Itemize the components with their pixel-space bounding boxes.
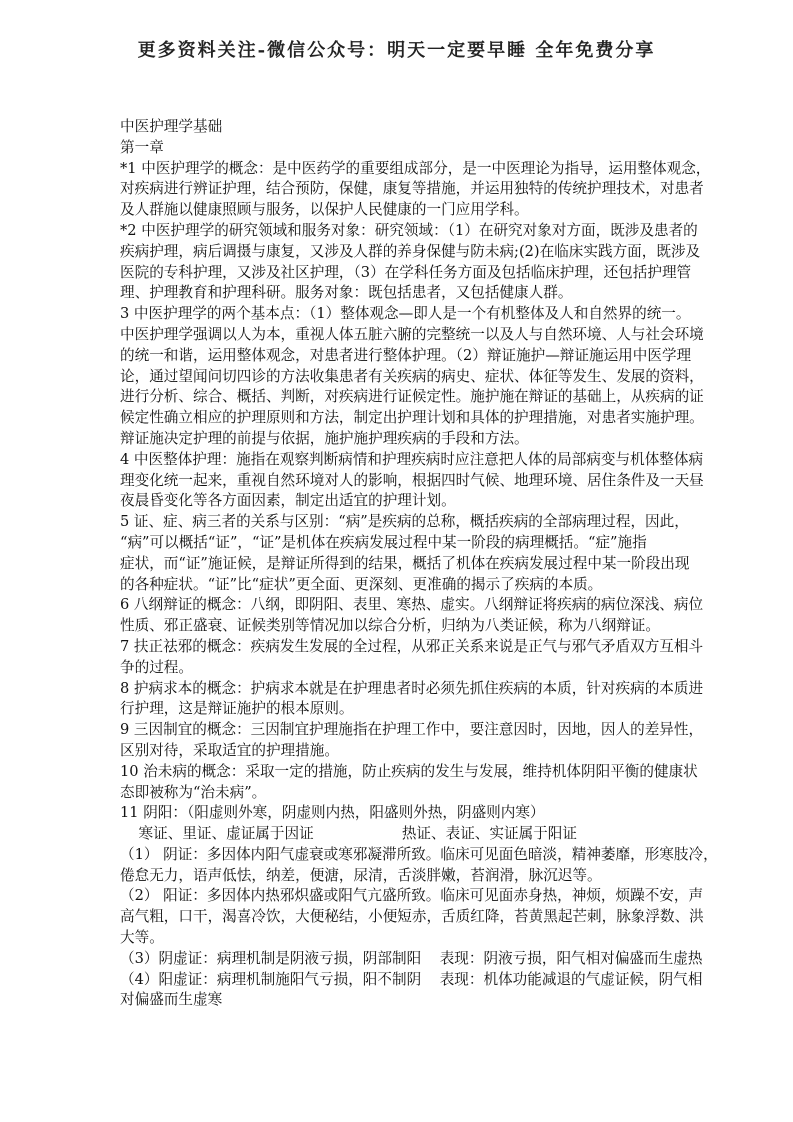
document-title [120,117,690,138]
text-line: 3 中医护理学的两个基本点：（1）整体观念—即人是一个有机整体及人和自然界的统一。 [120,305,691,323]
paragraph [120,949,703,970]
paragraph [120,803,690,824]
text-line: 候定性确立相应的护理原则和方法，制定出护理计划和具体的护理措施，对患者实施护理。 [120,409,704,427]
text-line: 理、护理教育和护理科研。服务对象：既包括患者，又包括健康人群。 [120,284,573,302]
chapter-heading [120,138,690,159]
text-line: 进行分析、综合、概括、判断，对疾病进行证候定性。施护施在辩证的基础上，从疾病的证 [120,388,704,406]
text-line: 及人群施以健康照顾与服务，以保护人民健康的一门应用学科。 [120,201,529,219]
paragraph [120,970,703,1012]
paragraph [120,679,704,721]
paragraph [120,720,704,762]
text-line: 10 治未病的概念：采取一定的措施，防止疾病的发生与发展，维持机体阴阳平衡的健康状 [120,762,698,780]
text-line: （2） 阳证：多因体内热邪炽盛或阳气亢盛所致。临床可见面赤身热，神烦，烦躁不安，声 [120,887,704,905]
text-line: 8 护病求本的概念：护病求本就是在护理患者时必须先抓住疾病的本质，针对疾病的本质进 [120,679,704,697]
text-line: 寒证、里证、虚证属于因证 热证、表证、实证属于阳证 [120,825,577,843]
text-line: 区别对待，采取适宜的护理措施。 [120,741,339,759]
text-line: 态即被称为“治未病”。 [120,783,267,801]
text-line: 高气粗，口干，渴喜冷饮，大便秘结，小便短赤，舌质红降，苔黄黑起芒刺，脉象浮数、洪 [120,908,704,926]
text-line: 辩证施决定护理的前提与依据，施护施护理疾病的手段和方法。 [120,429,529,447]
paragraph [120,450,704,512]
text-line: （4）阳虚证：病理机制施阳气亏损，阳不制阴 表现：机体功能减退的气虚证候，阴气相 [120,970,703,988]
text-line: 夜晨昏变化等各方面因素，制定出适宜的护理计划。 [120,492,456,510]
text-line: （1） 阴证：多因体内阳气虚衰或寒邪凝滞所致。临床可见面色暗淡，精神萎靡，形寒肢冷， [120,845,718,863]
document-body [120,117,718,1011]
paragraph [120,762,698,804]
text-line: 行护理，这是辩证施护的根本原则。 [120,700,354,718]
text-line: 性质、邪正盛衰、证候类别等情况加以综合分析，归纳为八类证候，称为八纲辩证。 [120,617,660,635]
text-line: 第一章 [120,138,164,156]
paragraph [120,824,690,845]
paragraph [120,845,718,887]
paragraph [120,304,704,450]
text-line: 中医护理学基础 [120,118,223,135]
text-line: 9 三因制宜的概念：三因制宜护理施指在护理工作中，要注意因时，因地，因人的差异性， [120,721,704,739]
text-line: 7 扶正祛邪的概念：疾病发生发展的全过程，从邪正关系来说是正气与邪气矛盾双方互相斗 [120,637,704,655]
text-line: *1 中医护理学的概念：是中医药学的重要组成部分，是一中医理论为指导，运用整体观念， [120,159,711,177]
text-line: 倦怠无力，语声低怯，纳差，便溏，尿清，舌淡胖嫩，苔润滑，脉沉迟等。 [120,866,602,884]
text-line: 症状，而“证”施证候，是辩证所得到的结果，概括了机体在疾病发展过程中某一阶段出现 [120,554,690,572]
paragraph [120,595,704,637]
paragraph [120,159,711,221]
paragraph [120,886,704,948]
text-line: 6 八纲辩证的概念：八纲，即阴阳、表里、寒热、虚实。八纲辩证将疾病的病位深浅、病位 [120,596,704,614]
text-line: 大等。 [120,929,164,947]
text-line: 中医护理学强调以人为本，重视人体五脏六腑的完整统一以及人与自然环境、人与社会环境 [120,325,704,343]
text-line: 的各种症状。“证”比“症状”更全面、更深刻、更准确的揭示了疾病的本质。 [120,575,603,593]
paragraph [120,512,690,595]
text-line: 4 中医整体护理：施指在观察判断病情和护理疾病时应注意把人体的局部病变与机体整体病 [120,450,704,468]
text-line: “病”可以概括“证”，“证”是机体在疾病发展过程中某一阶段的病理概括。“症”施指 [120,533,647,551]
text-line: （3）阴虚证：病理机制是阴液亏损，阴部制阳 表现：阴液亏损，阳气相对偏盛而生虚热 [120,949,703,967]
paragraph [120,221,701,304]
text-line: 对疾病进行辨证护理，结合预防，保健，康复等措施，并运用独特的传统护理技术，对患者 [120,180,704,198]
text-line: 11 阴阳：（阳虚则外寒，阴虚则内热，阳盛则外热，阴盛则内寒） [120,804,545,822]
text-line: 论，通过望闻问切四诊的方法收集患者有关疾病的病史、症状、体征等发生、发展的资料， [120,367,704,385]
text-line: 的统一和谐，运用整体观念，对患者进行整体护理。（2）辩证施护—辩证施运用中医学理 [120,346,692,364]
text-line: 5 证、症、病三者的关系与区别：“病”是疾病的总称，概括疾病的全部病理过程，因此， [120,513,689,531]
text-line: 理变化统一起来，重视自然环境对人的影响，根据四时气候、地理环境、居住条件及一天昼 [120,471,704,489]
text-line: 争的过程。 [120,658,193,676]
text-line: *2 中医护理学的研究领域和服务对象：研究领域：（1）在研究对象对方面，既涉及患者的 [120,221,698,239]
watermark-header: 更多资料关注-微信公众号：明天一定要早睡 全年免费分享 [137,40,656,61]
text-line: 医院的专科护理，又涉及社区护理，（3）在学科任务方面及包括临床护理，还包括护理管 [120,263,692,281]
paragraph [120,637,704,679]
text-line: 疾病护理，病后调摄与康复，又涉及人群的养身保健与防未病;(2)在临床实践方面，既涉及 [120,242,701,260]
text-line: 对偏盛而生虚寒 [120,991,223,1009]
